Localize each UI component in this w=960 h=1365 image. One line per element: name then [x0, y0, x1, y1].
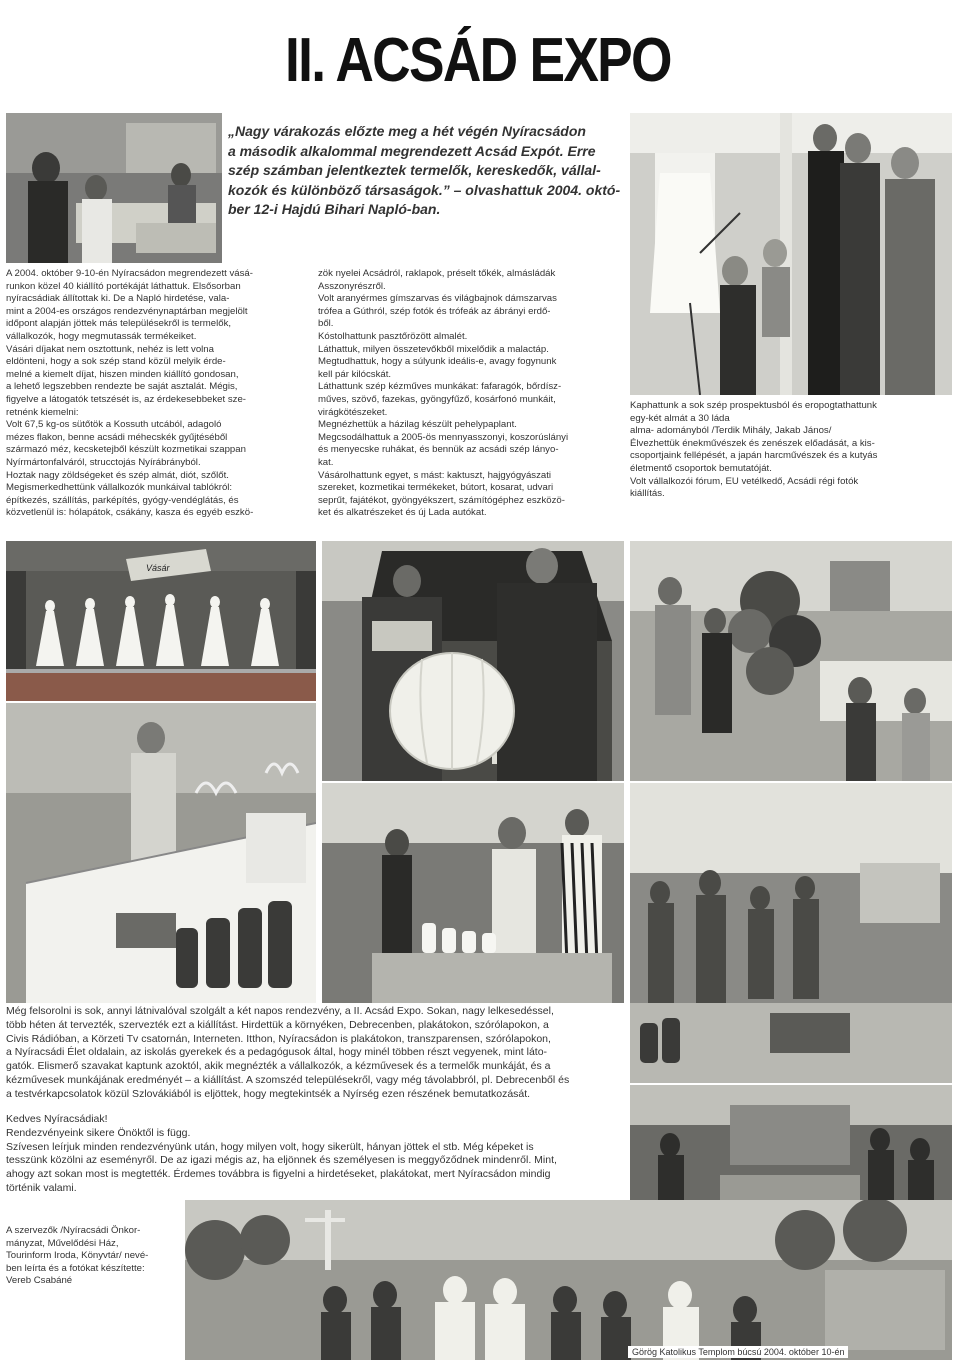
- text-line: egy-két almát a 30 láda: [630, 412, 730, 424]
- text-line: szereket, kozmetikai termékeket, bútort, kosarat, udvari: [318, 482, 554, 494]
- text-line: életmentő csoportok bemutatóját.: [630, 462, 772, 474]
- text-line: Vásárolhattunk egyet, s mást: kaktuszt, hajgyógyászati: [318, 469, 552, 481]
- text-line: a lehető legszebben rendezte be saját asztalát. Mégis,: [6, 381, 238, 393]
- text-line: ből.: [318, 318, 334, 330]
- text-line: vállalkozók, hogy megmutassák termékeiket.: [6, 330, 197, 342]
- text-line: kiállítás.: [630, 488, 665, 500]
- text-line: közvetlenül is: hólapátok, csákány, kasza és egyéb eszkö-: [6, 507, 254, 519]
- photo-giant-pumpkin: [322, 541, 624, 781]
- text-line: kell pár kilócskát.: [318, 368, 392, 380]
- text-line: alma- adományból /Terdik Mihály, Jakab János/: [630, 425, 832, 437]
- text-line: Tourinform Iroda, Könyvtár/ nevé-: [6, 1250, 149, 1262]
- text-line: trófea a Gúthról, szép fotók és trófeák az ábrányi erdő-: [318, 305, 551, 317]
- text-line: Szívesen leírjuk minden rendezvényünk után, hogy milyen volt, hogy sikerült, hányan jöttek el stb. Még képeket is: [6, 1140, 534, 1153]
- text-line: és menyecske ruhákat, és bennük az acsádi szép lányo-: [318, 444, 559, 456]
- text-line: virágkötészeket.: [318, 406, 388, 418]
- article-column-2: [318, 268, 624, 520]
- text-line: Volt 67,5 kg-os sütőtök a Kossuth utcából, adagoló: [6, 419, 222, 431]
- text-line: Kedves Nyíracsádiak!: [6, 1113, 108, 1125]
- intro-quote-line: a második alkalommal megrendezett Acsád Expót. Erre: [228, 142, 596, 159]
- text-line: a Nyíracsádi Élet oldalain, az iskolás gyerekek és a pedagógusok által, hogy minél többen részt vegyenek, mint láto-: [6, 1046, 548, 1059]
- photo-flower-stand: [630, 541, 952, 781]
- text-line: műves, szövő, fazekas, gyöngyfűző, kosárfonó munkáit,: [318, 393, 556, 405]
- text-line: származó méz, kecsketejből készült kozmetikai szappan: [6, 444, 246, 456]
- text-line: ben leírta és a fotókat készítette:: [6, 1262, 145, 1274]
- text-line: Még felsorolni is sok, annyi látnivalóval szolgált a két napos rendezvény, a II. Acsád Expo. Sokan, nagy lelkesedéssel,: [6, 1005, 554, 1017]
- page-title: II. ACSÁD EXPO: [285, 26, 671, 95]
- photo-exhibition-hall: [630, 783, 952, 1083]
- text-line: nyíracsádiak állítottak ki. De a Napló hirdetése, vala-: [6, 293, 230, 305]
- text-line: A szervezők /Nyíracsádi Önkor-: [6, 1225, 141, 1236]
- intro-quote-line: kozók és különböző társaságok.” – olvashattuk 2004. októ-: [228, 181, 621, 198]
- intro-quote-line: „Nagy várakozás előzte meg a hét végén Nyíracsádon: [228, 123, 586, 139]
- text-line: Vereb Csabáné: [6, 1275, 73, 1287]
- text-line: gatók. Elismerő szavakat kaptunk azoktól, akik megnézték a vállalkozók, a kézművesek és a termelők munkáját, és a: [6, 1060, 551, 1073]
- stage-banner-text: Vásár: [146, 563, 170, 573]
- photo-church-procession: [185, 1200, 952, 1360]
- photo-caption: Görög Katolikus Templom búcsú 2004. október 10-én: [628, 1346, 848, 1358]
- text-line: Megnézhettük a házilag készült pehelypaplant.: [318, 419, 517, 431]
- photo-milk-stand: [322, 783, 624, 1003]
- text-line: mézes flakon, benne acsádi méhecskék gyűjtéséből: [6, 431, 228, 443]
- text-line: retnénk kiemelni:: [6, 406, 79, 418]
- text-line: építkezés, szállítás, parképítés, gyógy-vendéglátás, és: [6, 494, 239, 506]
- text-line: történik valami.: [6, 1181, 77, 1194]
- text-line: A 2004. október 9-10-én Nyíracsádon megrendezett vásá-: [6, 268, 253, 279]
- text-line: kézművesek munkájának eredményét – a kiállítást. A szomszéd településekről, vagy még távolabbról, pl. Debrecenből és: [6, 1073, 570, 1086]
- text-line: Láthattunk szép kézműves munkákat: fafaragók, bőrdísz-: [318, 381, 562, 393]
- photo-fashion-show: [6, 541, 316, 701]
- text-line: Rendezvényeink sikere Önöktől is függ.: [6, 1126, 191, 1139]
- photo-honey-stand: [6, 703, 316, 1003]
- intro-quote-line: ber 12-i Hajdú Bihari Napló-ban.: [228, 201, 441, 217]
- text-line: Volt vállalkozói fórum, EU vetélkedő, Acsádi régi fotók: [630, 475, 859, 487]
- article-column-1: [6, 268, 316, 520]
- text-line: Megismerkedhettünk vállalkozók munkáival tablókról:: [6, 482, 233, 494]
- article-column-3: [630, 400, 956, 501]
- text-line: Hoztak nagy zöldségeket és szép almát, diót, szőlőt.: [6, 469, 229, 481]
- intro-quote: [228, 122, 626, 220]
- text-line: időpont alapján jöttek más településekről is termelők,: [6, 318, 232, 330]
- text-line: melné a kiemelt díjat, hiszen minden kiállító gondosan,: [6, 368, 239, 380]
- text-line: Asszonyrészről.: [318, 280, 386, 292]
- text-line: Élvezhettük énekművészek és zenészek előadását, a kis-: [630, 437, 875, 449]
- text-line: ahogy azt sokan most is megtették. Érdemes továbbra is figyelni a hirdetéseket, plakátokat, mert Nyíracsádon mindig: [6, 1168, 551, 1181]
- summary-paragraph: [6, 1005, 626, 1102]
- text-line: több héten át tervezték, szervezték ezt a kiállítást. Hirdettük a környéken, Debrecenben, plakátokon, szórólapokon, a: [6, 1018, 549, 1031]
- photo-exhibition-visitors: [6, 113, 222, 263]
- text-line: Láthattuk, milyen összetevőkből mixelődik a malactáp.: [318, 343, 549, 355]
- text-line: Kaphattunk a sok szép prospektusból és eropogtathattunk: [630, 400, 877, 411]
- text-line: runkon közel 40 kiállító portékáját láthattuk. Elsősorban: [6, 280, 241, 292]
- text-line: Megtudhattuk, hogy a súlyunk ideális-e, avagy fogynunk: [318, 356, 557, 368]
- text-line: a testvérkapcsolatok közül Szlovákiából is eljöttek, hogy megtekintsék a Nyírség ezen részének bemutatkozását.: [6, 1087, 531, 1100]
- text-line: Volt aranyérmes gímszarvas és világbajnok dámszarvas: [318, 293, 557, 305]
- text-line: figyelve a látogatók tetszését is, az érdekesebbeket sze-: [6, 393, 246, 405]
- signature-block: [6, 1225, 181, 1288]
- text-line: mint a 2004-es országos rendezvénynaptárban megjelölt: [6, 305, 248, 317]
- text-line: kat.: [318, 456, 334, 468]
- text-line: Nyírmártonfalváról, strucctojás Nyírábrányból.: [6, 456, 201, 468]
- text-line: Megcsodálhattuk a 2005-ös mennyasszonyi, koszorúslányi: [318, 431, 569, 443]
- photo-opening-speakers: [630, 113, 952, 395]
- text-line: ket és alkatrészeket és új Lada autókat.: [318, 507, 487, 519]
- text-line: Kóstolhattunk pasztőrözött almalét.: [318, 330, 468, 342]
- text-line: Civis Rádióban, a Körzeti Tv csatornán, Interneten. Itthon, Nyíracsádon is plakátokon, transzparensen, szórólapokon,: [6, 1032, 551, 1045]
- closing-paragraph: [6, 1113, 626, 1196]
- text-line: mányzat, Művelődési Ház,: [6, 1237, 119, 1249]
- text-line: Vásári díjakat nem osztottunk, nehéz is lett volna: [6, 343, 214, 355]
- text-line: csoportjaink fellépését, a japán harcművészek és a kutyás: [630, 450, 878, 462]
- text-line: seprűt, fajátékot, gyöngyékszert, számítógéphez eszközö-: [318, 494, 565, 506]
- text-line: zök nyelei Acsádról, raklapok, préselt tőkék, almásládák: [318, 268, 556, 279]
- text-line: tesszünk közölni az eseményről. De az igazi mégis az, ha eljönnek és személyesen is meggyőződnek mindenről. Mint,: [6, 1154, 557, 1167]
- intro-quote-line: szép számban jelentkeztek termelők, kereskedők, vállal-: [228, 162, 601, 178]
- text-line: eldönteni, hogy a sok szép stand közül melyik érde-: [6, 356, 226, 368]
